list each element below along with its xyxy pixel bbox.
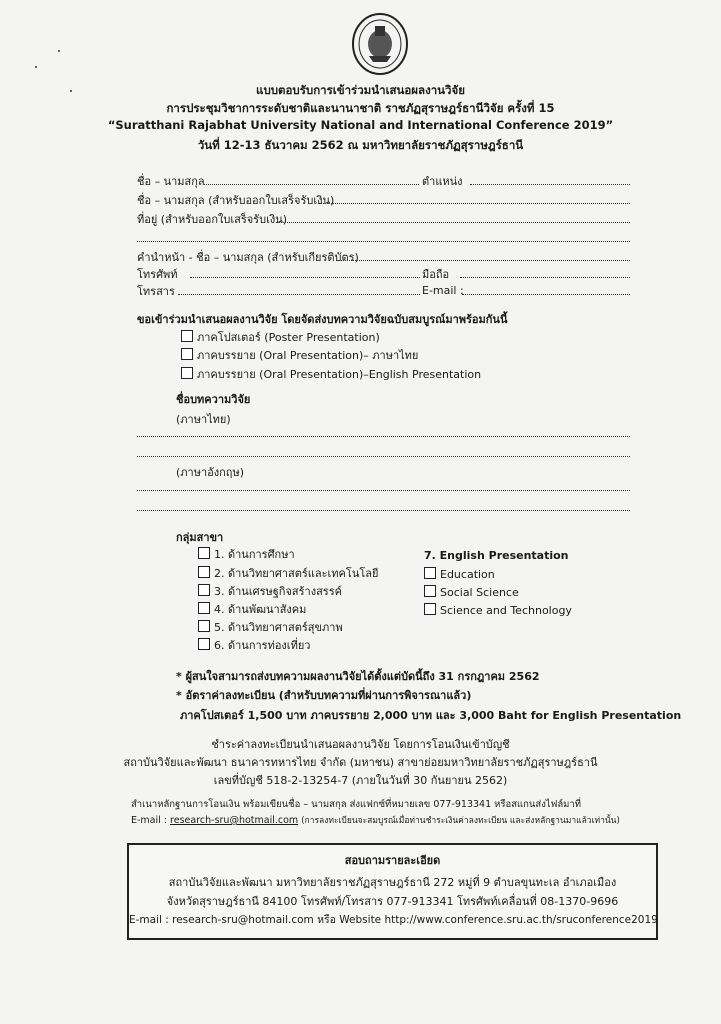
field-option-2[interactable] [198,564,378,582]
english-option-social-science[interactable] [424,585,519,599]
option-oral-thai[interactable] [181,346,418,364]
english-option-education-label: Education [440,568,495,581]
transfer-email-link[interactable]: research-sru@hotmail.com [170,815,299,826]
address-receipt-field[interactable] [276,222,630,223]
contact-box [127,843,658,940]
article-thai-field-2[interactable] [137,456,630,457]
name-label: ชื่อ – นามสกุล [137,175,205,188]
english-option-social-science-label: Social Science [440,586,519,599]
contact-line-2: จังหวัดสุราษฎร์ธานี 84100 โทรศัพท์/โทรสาร 077-913341 โทรศัพท์เคลื่อนที่ 08-1370-9696 [166,895,619,908]
field-option-6[interactable] [198,636,310,654]
option-oral-thai-label: ภาคบรรยาย (Oral Presentation)– ภาษาไทย [197,349,419,362]
article-thai-field[interactable] [137,436,630,437]
option-poster[interactable] [181,328,380,346]
deadline-note [176,667,540,685]
english-presentation-heading: 7. English Presentation [424,549,569,562]
checkbox-social-science[interactable] [424,585,436,597]
article-english-field[interactable] [137,490,630,491]
article-english-label: (ภาษาอังกฤษ) [176,466,244,479]
checkbox-poster[interactable] [181,330,193,342]
article-thai-label: (ภาษาไทย) [176,413,231,426]
field-option-6-label: 6. ด้านการท่องเที่ยว [214,639,311,652]
field-option-1-label: 1. ด้านการศึกษา [214,548,295,561]
certificate-name-field[interactable] [336,260,630,261]
bullet-1: * [176,670,182,683]
name-receipt-field[interactable] [318,203,630,204]
checkbox-education[interactable] [424,567,436,579]
address-receipt-field-2[interactable] [137,241,630,242]
checkbox-oral-english[interactable] [181,367,193,379]
fax-label: โทรสาร [137,285,175,298]
field-option-1[interactable] [198,545,295,563]
phone-field[interactable] [190,277,420,278]
field-option-4-label: 4. ด้านพัฒนาสังคม [214,603,307,616]
option-oral-english[interactable] [181,365,481,383]
checkbox-field-1[interactable] [198,547,210,559]
name-field[interactable] [204,184,419,185]
contact-line-1: สถาบันวิจัยและพัฒนา มหาวิทยาลัยราชภัฏสุราษฎร์ธานี 272 หมู่ที่ 9 ตำบลขุนทะเล อำเภอเมือง [168,876,617,889]
checkbox-field-5[interactable] [198,620,210,632]
checkbox-oral-thai[interactable] [181,348,193,360]
address-receipt-label: ที่อยู่ (สำหรับออกใบเสร็จรับเงิน) [137,213,288,226]
transfer-note: (การลงทะเบียนจะสมบูรณ์เมื่อท่านชำระเงินค่าลงทะเบียน และส่งหลักฐานมาแล้วเท่านั้น) [301,816,620,826]
field-option-5-label: 5. ด้านวิทยาศาสตร์สุขภาพ [214,621,343,634]
conference-subtitle: การประชุมวิชาการระดับชาติและนานาชาติ ราชภัฏสุราษฎร์ธานีวิจัย ครั้งที่ 15 [166,101,555,115]
mobile-field[interactable] [460,277,630,278]
option-poster-label: ภาคโปสเตอร์ (Poster Presentation) [197,331,380,344]
conference-english-name: “Suratthani Rajabhat University National and International Conference 2019” [107,118,614,132]
name-receipt-label: ชื่อ – นามสกุล (สำหรับออกใบเสร็จรับเงิน) [137,194,335,207]
certificate-name-label: คำนำหน้า - ชื่อ – นามสกุล (สำหรับเกียรติบัตร) [137,251,359,264]
email-field[interactable] [462,294,630,295]
payment-account: เลขที่บัญชี 518-2-13254-7 (ภายในวันที่ 30 กันยายน 2562) [213,774,508,787]
option-oral-english-label: ภาคบรรยาย (Oral Presentation)–English Presentation [197,368,482,381]
presentation-heading: ขอเข้าร่วมนำเสนอผลงานวิจัย โดยจัดส่งบทความวิจัยฉบับสมบูรณ์มาพร้อมกันนี้ [137,313,508,326]
field-option-3[interactable] [198,582,342,600]
contact-heading: สอบถามรายละเอียด [344,854,441,867]
checkbox-science-technology[interactable] [424,603,436,615]
bullet-2: * [176,689,182,702]
transfer-email-line [131,813,620,827]
english-option-science-technology[interactable] [424,603,572,617]
fee-heading: อัตราค่าลงทะเบียน (สำหรับบทความที่ผ่านการพิจารณาแล้ว) [185,689,472,702]
contact-line-3: E-mail : research-sru@hotmail.com หรือ Website http://www.conference.sru.ac.th/sruconference2019 [129,914,658,926]
checkbox-field-6[interactable] [198,638,210,650]
phone-label: โทรศัพท์ [137,268,178,281]
deadline-text: ผู้สนใจสามารถส่งบทความผลงานวิจัยได้ตั้งแต่บัดนี้ถึง 31 กรกฎาคม 2562 [185,670,540,683]
university-seal-icon [351,12,409,76]
fee-detail: ภาคโปสเตอร์ 1,500 บาท ภาคบรรยาย 2,000 บาท และ 3,000 Baht for English Presentation [180,709,682,722]
field-option-3-label: 3. ด้านเศรษฐกิจสร้างสรรค์ [214,585,342,598]
email-label: E-mail : [422,284,464,297]
mobile-label: มือถือ [422,268,450,281]
checkbox-field-4[interactable] [198,602,210,614]
article-heading: ชื่อบทความวิจัย [176,393,251,406]
checkbox-field-3[interactable] [198,584,210,596]
field-option-5[interactable] [198,618,343,636]
english-option-science-technology-label: Science and Technology [440,604,572,617]
transfer-instruction: สำเนาหลักฐานการโอนเงิน พร้อมเขียนชื่อ – นามสกุล ส่งแฟกซ์ที่หมายเลข 077-913341 หรือสแกนส่งไฟล์มาที่ [131,799,582,810]
checkbox-field-2[interactable] [198,566,210,578]
field-option-4[interactable] [198,600,306,618]
field-option-2-label: 2. ด้านวิทยาศาสตร์และเทคโนโลยี [214,567,379,580]
payment-line-1: ชำระค่าลงทะเบียนนำเสนอผลงานวิจัย โดยการโอนเงินเข้าบัญชี [211,738,510,751]
fields-heading: กลุ่มสาขา [176,531,224,544]
position-label: ตำแหน่ง [422,175,463,188]
form-title: แบบตอบรับการเข้าร่วมนำเสนอผลงานวิจัย [256,83,465,97]
fax-field[interactable] [178,294,420,295]
article-english-field-2[interactable] [137,510,630,511]
english-option-education[interactable] [424,567,495,581]
position-field[interactable] [470,184,630,185]
conference-date-venue: วันที่ 12-13 ธันวาคม 2562 ณ มหาวิทยาลัยราชภัฏสุราษฎร์ธานี [197,138,524,152]
fee-note [176,686,471,704]
payment-line-2: สถาบันวิจัยและพัฒนา ธนาคารทหารไทย จำกัด (มหาชน) สาขาย่อยมหาวิทยาลัยราชภัฏสุราษฎร์ธานี [123,756,598,769]
transfer-email-label: E-mail : [131,815,168,826]
